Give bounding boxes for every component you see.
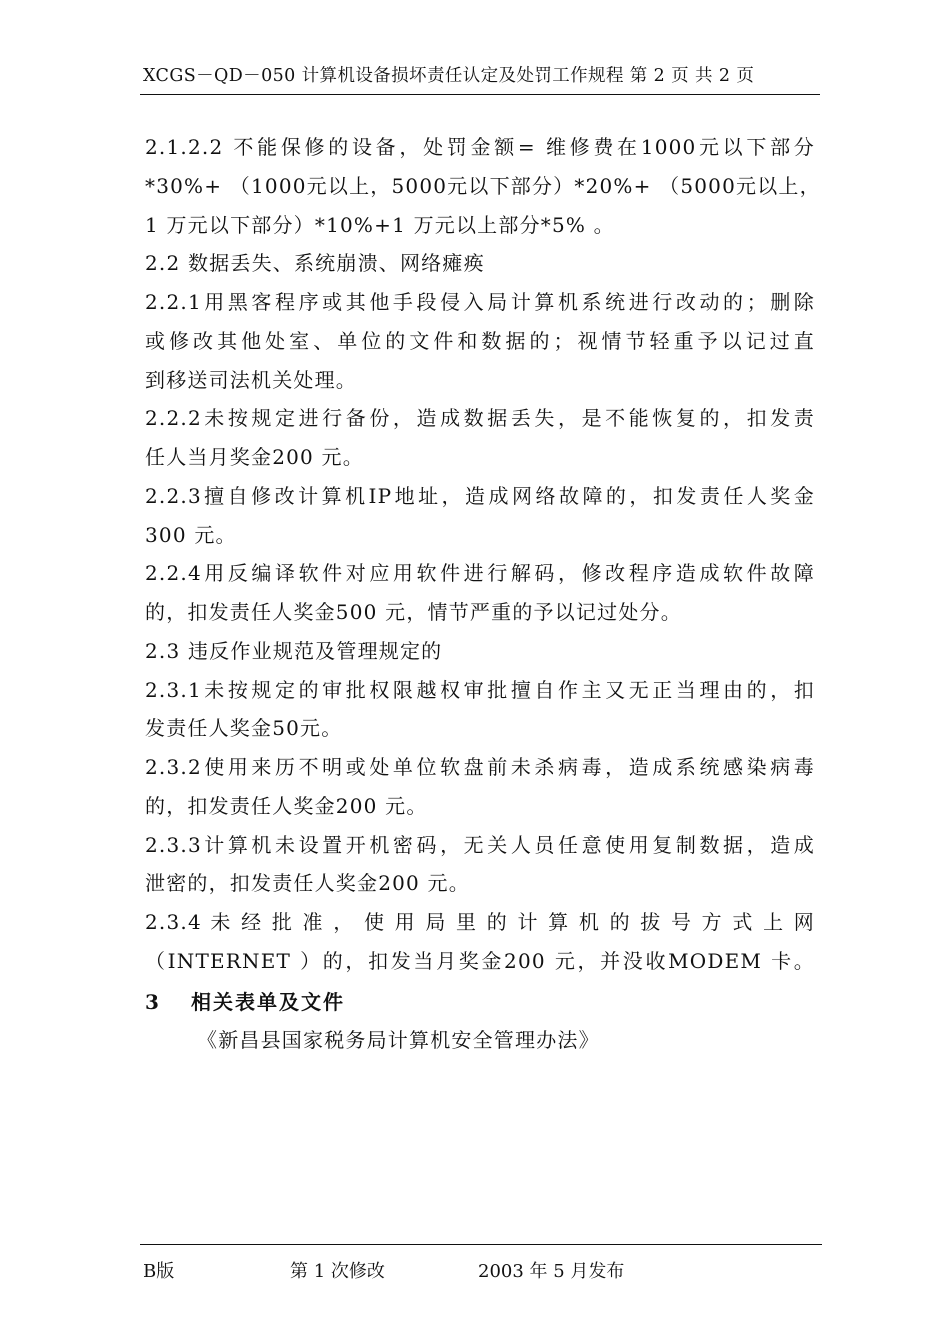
- text-line-21: 2.3.4 未 经 批 准 ， 使 用 局 里 的 计 算 机 的 拔 号 方 式 上 网: [145, 910, 815, 934]
- text-line-16: 发责任人奖金50元。: [145, 716, 343, 741]
- section-heading-2-2: 2.2 数据丢失、系统崩溃、网络瘫痪: [145, 251, 485, 276]
- text-line-19: 2.3.3计算机未设置开机密码，无关人员任意使用复制数据，造成: [145, 832, 815, 857]
- footer-release-date: 2003 年 5 月发布: [478, 1261, 625, 1282]
- section-heading-2-3: 2.3 违反作业规范及管理规定的: [145, 638, 443, 663]
- text-line-10: 2.2.3擅自修改计算机IP地址，造成网络故障的，扣发责任人奖金: [145, 483, 815, 508]
- text-line-6: 或修改其他处室、单位的文件和数据的；视情节轻重予以记过直: [145, 328, 815, 353]
- document-body: [145, 128, 821, 1060]
- page-header: XCGS－QD－050 计算机设备损坏责任认定及处罚工作规程 第 2 页 共 2 页: [143, 66, 755, 86]
- footer-divider: [140, 1244, 822, 1245]
- text-line-22: （INTERNET ）的，扣发当月奖金200 元，并没收MODEM 卡。: [145, 948, 815, 973]
- text-line-5: 2.2.1用黑客程序或其他手段侵入局计算机系统进行改动的；删除: [145, 290, 815, 314]
- text-line-3: 1 万元以下部分）*10%+1 万元以上部分*5% 。: [145, 212, 615, 237]
- text-line-9: 任人当月奖金200 元。: [145, 445, 364, 469]
- text-line-15: 2.3.1未按规定的审批权限越权审批擅自作主又无正当理由的，扣: [145, 677, 815, 702]
- section-3-title: 相关表单及文件: [191, 989, 345, 1014]
- footer-revision: 第 1 次修改: [290, 1261, 385, 1282]
- text-line-11: 300 元。: [145, 522, 237, 547]
- section-3-number: 3: [145, 989, 161, 1014]
- text-line-13: 的，扣发责任人奖金500 元，情节严重的予以记过处分。: [145, 600, 682, 624]
- text-line-18: 的，扣发责任人奖金200 元。: [145, 793, 428, 818]
- text-line-20: 泄密的，扣发责任人奖金200 元。: [145, 871, 470, 896]
- text-line-8: 2.2.2未按规定进行备份，造成数据丢失，是不能恢复的，扣发责: [145, 406, 815, 431]
- footer-version: B版: [143, 1261, 175, 1282]
- header-divider: [140, 94, 820, 95]
- section-heading-3: [145, 983, 815, 1022]
- text-line-1: 2.1.2.2 不能保修的设备，处罚金额= 维修费在1000元以下部分: [145, 135, 815, 159]
- text-line-17: 2.3.2使用来历不明或处单位软盘前未杀病毒，造成系统感染病毒: [145, 755, 815, 779]
- reference-document: 《新昌县国家税务局计算机安全管理办法》: [197, 1028, 600, 1053]
- text-line-12: 2.2.4用反编译软件对应用软件进行解码，修改程序造成软件故障: [145, 561, 815, 586]
- text-line-2: *30%+ （1000元以上，5000元以下部分）*20%+ （5000元以上，: [145, 173, 821, 198]
- text-line-7: 到移送司法机关处理。: [145, 367, 357, 392]
